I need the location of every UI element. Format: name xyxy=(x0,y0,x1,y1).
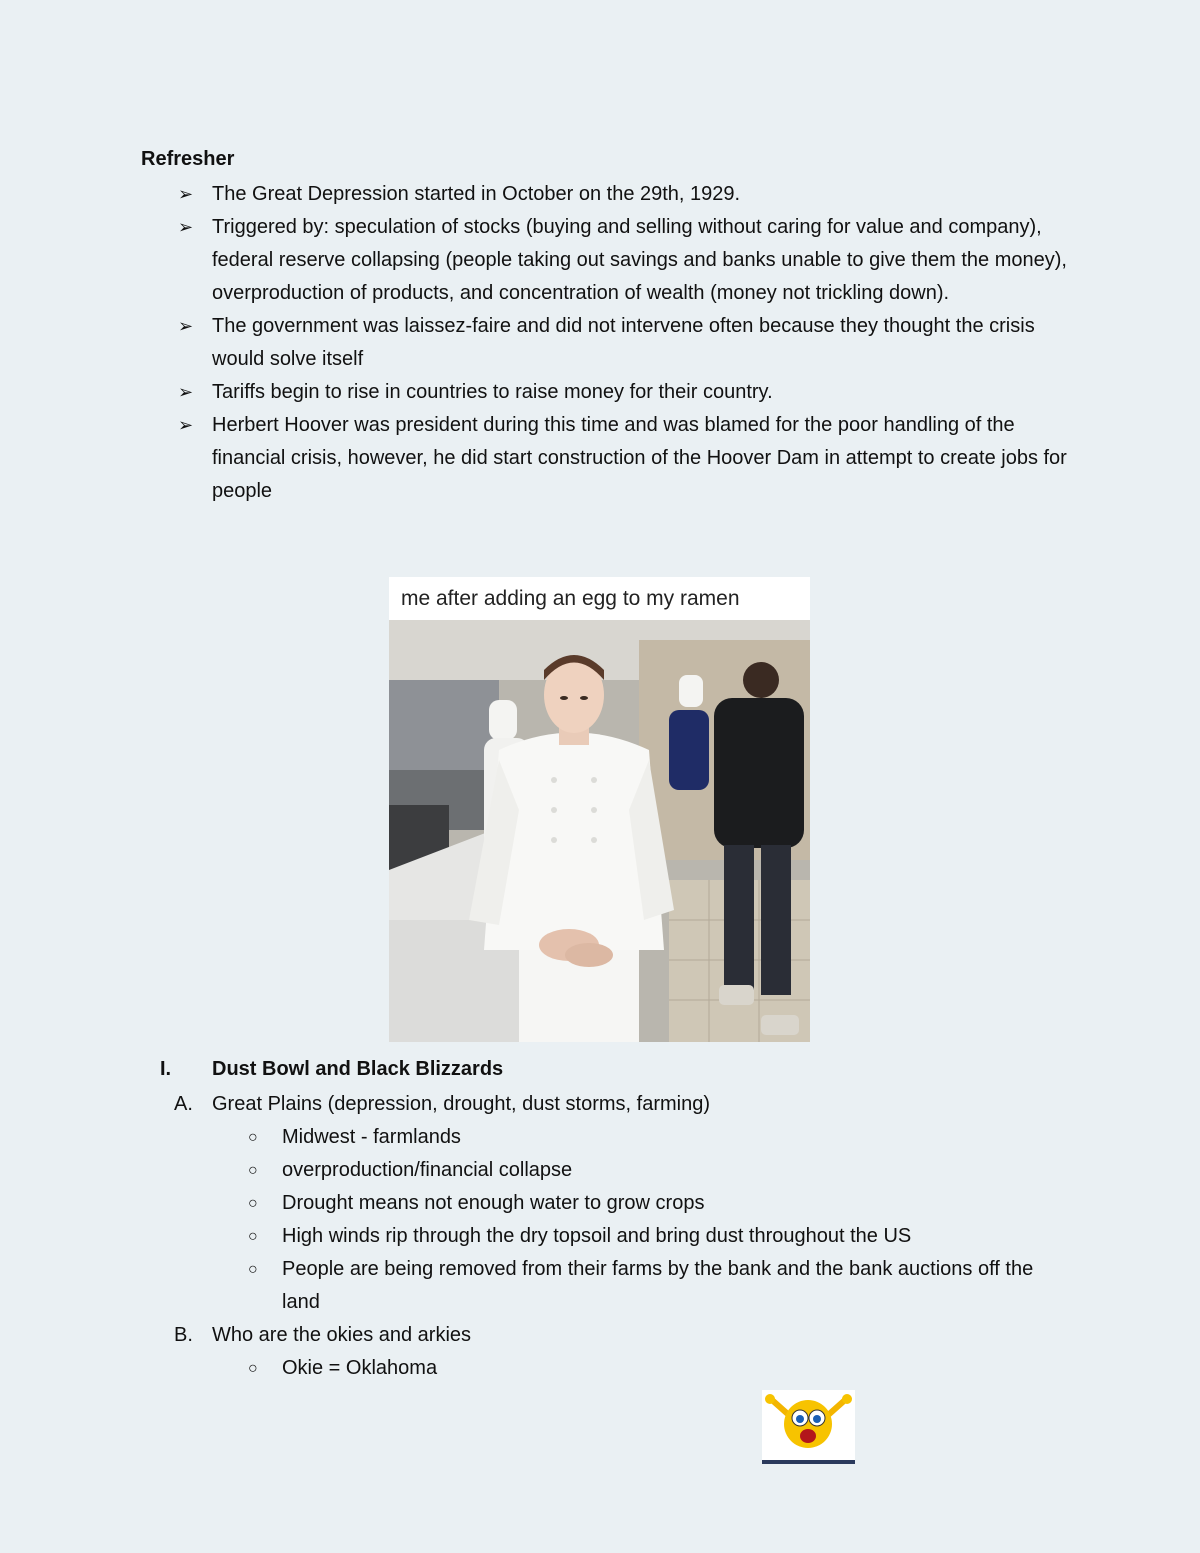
circle-bullet-icon: ○ xyxy=(248,1228,258,1245)
list-item: ➢ The government was laissez-faire and did not intervene often because they thought the crisis would solve itself xyxy=(178,310,1078,376)
circle-bullet-icon: ○ xyxy=(248,1195,258,1212)
section-i-heading xyxy=(160,1055,503,1083)
subsection-b xyxy=(174,1319,471,1352)
arrow-bullet-icon: ➢ xyxy=(178,415,194,435)
subsection-a-list xyxy=(246,1121,1046,1319)
subsection-text: Great Plains (depression, drought, dust storms, farming) xyxy=(212,1093,710,1115)
chef-kitchen-photo xyxy=(389,620,810,1042)
section-number: I. xyxy=(160,1058,172,1080)
list-item: ○ Drought means not enough water to grow crops xyxy=(246,1187,1046,1220)
subsection-letter: A. xyxy=(174,1093,193,1115)
list-item: ○ Okie = Oklahoma xyxy=(246,1352,1046,1385)
subsection-b-list xyxy=(246,1352,1046,1385)
arrow-bullet-icon: ➢ xyxy=(178,217,194,237)
list-item: ○ High winds rip through the dry topsoil and bring dust throughout the US xyxy=(246,1220,1046,1253)
circle-bullet-icon: ○ xyxy=(248,1360,258,1377)
subsection-text: Who are the okies and arkies xyxy=(212,1324,472,1346)
list-item: ○ overproduction/financial collapse xyxy=(246,1154,1046,1187)
list-item: ➢ Tariffs begin to rise in countries to raise money for their country. xyxy=(178,376,1078,409)
section-title: Dust Bowl and Black Blizzards xyxy=(212,1058,504,1080)
shocked-face-icon xyxy=(762,1390,855,1464)
shocked-emoji-image xyxy=(762,1390,855,1464)
list-item: ➢ The Great Depression started in October on the 29th, 1929. xyxy=(178,178,1078,211)
meme-image xyxy=(389,577,810,1042)
circle-bullet-icon: ○ xyxy=(248,1162,258,1179)
subsection-a xyxy=(174,1088,710,1121)
list-item: ○ Midwest - farmlands xyxy=(246,1121,1046,1154)
refresher-bullet-list xyxy=(178,178,1078,508)
meme-caption: me after adding an egg to my ramen xyxy=(401,587,740,610)
list-item: ➢ Herbert Hoover was president during this time and was blamed for the poor handling of the financial crisis, however, he did start construction of the Hoover Dam in attempt to create jobs for people xyxy=(178,409,1078,508)
arrow-bullet-icon: ➢ xyxy=(178,382,194,402)
refresher-heading: Refresher xyxy=(141,148,235,170)
circle-bullet-icon: ○ xyxy=(248,1129,258,1146)
circle-bullet-icon: ○ xyxy=(248,1261,258,1278)
subsection-letter: B. xyxy=(174,1324,193,1346)
list-item: ➢ Triggered by: speculation of stocks (buying and selling without caring for value and company), federal reserve collapsing (people taking out savings and banks unable to give them the money), overproduction of products, and concentration of wealth (money not trickling down). xyxy=(178,211,1078,310)
list-item: ○ People are being removed from their farms by the bank and the bank auctions off the land xyxy=(246,1253,1046,1319)
arrow-bullet-icon: ➢ xyxy=(178,316,194,336)
arrow-bullet-icon: ➢ xyxy=(178,184,194,204)
